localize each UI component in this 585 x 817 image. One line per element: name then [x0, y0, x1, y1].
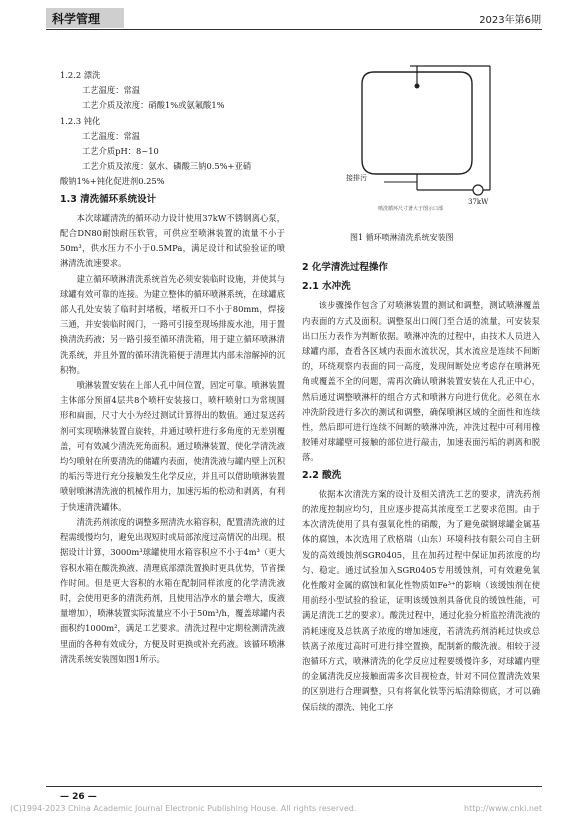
text-paragraph: 清洗药剂浓度的调整多照清洗水箱容积，配置清洗液的过程需缓慢均匀，避免出现短时或局部浓度过高情况的出现。根据设计计算，3000m³球罐使用水箱容积应不小于4m³（更大容积水箱在酸洗换液、清理底部漂洗置换时更具优势，节省操作时间。但是更大容积的水箱在配制同样浓度的化学清洗液时，会使用更多的清洗药剂，且使用洁净水的量会增大，废液量增加），喷淋装置实际流量应不小于50m³/h，覆盖球罐内表面积约1000m²，满足工艺要求。清洗过程中定期检测清洗液里面的各种有效成分，方便及时更换或补充药液。该循环喷淋清洗系统安装图如图1所示。	[60, 516, 285, 664]
text-paragraph: 1.2.2 漂洗	[60, 70, 101, 80]
footer-rule	[46, 786, 542, 787]
text-paragraph: 1.2.3 钝化	[60, 115, 101, 126]
source-url: http://www.cnki.net	[464, 804, 542, 813]
pump-icon	[473, 185, 483, 195]
figure-1	[340, 62, 508, 212]
text-paragraph: 本次球罐清洗的循环动力设计使用37kW不锈钢离心泵，配合DN80耐蚀耐压软管，可供应至喷淋装置的流量不小于50m³，供水压力不小于0.5MPa，满足设计和试验验证的喷淋清洗流速要求。	[60, 212, 285, 269]
inner-caption: 喷洗循环尺寸著大于图示口部	[378, 206, 444, 212]
text-paragraph: 依据本次清洗方案的设计及相关清洗工艺的要求，清洗药剂的浓度控制应均匀，且应逐步提高其浓度至工艺要求范围。由于本次清洗使用了具有强氧化性的硝酸，为了避免碳钢球罐金属基体的腐蚀，本次选用了欣格瑞（山东）环境科技有限公司自主研发的高效缓蚀剂SGR0405，且在加药过程中保证加药浓度的均匀、稳定。通过试验加入SGR0405专用缓蚀剂，可有效避免氧化性酸对金属的腐蚀和氧化性物质如Fe³⁺的影响（该缓蚀剂在使用前经小型试验的验证，证明该缓蚀剂具备优良的缓蚀性能，可满足清洗工艺的要求）。酸洗过程中，通过化验分析监控清洗液的消耗速度及总铁离子浓度的增加速度，若清洗药剂消耗过快或总铁离子浓度过高时可进行排空置换，配制新的酸洗液。相较于浸泡循环方式，喷淋清洗的化学反应过程要缓慢许多，对球罐内壁的金属清洗反应接触面需多次目视检查，针对不同位置清洗效果的区别进行合理调整，只有将氧化铁等污垢清除彻底，才可以确保后续的漂洗、钝化工序	[302, 488, 540, 712]
inlet-label: 接排污	[346, 174, 367, 182]
issue-label: 2023年第6期	[479, 15, 541, 26]
journal-title: 科学管理	[52, 12, 101, 26]
section-heading: 1.3 清洗循环系统设计	[60, 193, 157, 205]
copyright-text: (C)1994-2023 China Academic Journal Electronic Publishing House. All rights reserved.	[10, 804, 357, 813]
section-heading: 2.2 酸洗	[302, 469, 342, 481]
text-paragraph: 喷淋装置安装在上部人孔中间位置，固定可靠。喷淋装置主体部分预留4层共8个喷杆安装接口，喷杆喷射口为常规圆形和扁面，尺寸大小为经过测试计算得出的数值。通过泵送药剂可实现喷淋装置自旋转，并通过喷杆进行多角度的无差别覆盖，可有效减少清洗死角面积。通过喷淋装置，使化学清洗液均匀喷射在所要清洗的储罐内表面，使清洗液与罐内壁上沉积的垢污等进行充分接触发生化学反应，并且可以借助喷淋装置喷射喷淋清洗液的机械作用力，加速污垢的松动和剥离，有利于快速清洗罐体。	[60, 380, 285, 512]
text-paragraph: 该步骤操作包含了对喷淋装置的测试和调整，测试喷淋覆盖内表面的方式及面积。调整泵出口阀门至合适的流量，可安装泵出口压力表作为判断依据。喷淋冲洗的过程中，由技术人员进入球罐内部，查看各区域内表面水流状况，其水流应是连续不间断的，环绕观察内表面的同一高度，发现间断处应考虑存在喷淋死角或覆盖不全的问题，需再次确认喷淋装置安装在人孔正中心，然后通过调整喷淋杆的组合方式和喷淋方向进行优化。必须在水冲洗阶段进行多次的测试和调整，确保喷淋区域的全面性和连续性，然后即可进行连续不间断的喷淋冲洗，冲洗过程中可利用橡胶锤对球罐壁可接触的部位进行敲击，加速表面污垢的剥离和脱落。	[302, 300, 540, 463]
spray-head	[415, 84, 420, 89]
tank-diagram	[340, 62, 508, 212]
header-rule	[46, 29, 542, 30]
text-paragraph: 工艺温度：常温	[82, 85, 141, 96]
text-paragraph: 工艺介质及浓度：硝酸1%或氨氟酸1%	[82, 100, 225, 111]
text-paragraph: 酸钠1%+钝化促进剂0.25%	[60, 176, 165, 187]
right-column	[302, 258, 540, 715]
section-heading: 2 化学清洗过程操作	[302, 262, 388, 273]
text-paragraph: 建立循环喷淋清洗系统首先必须安装临时设施，并使其与球罐有效可靠的连接。为建立整体的循环喷淋系统，在球罐底部人孔处安装了临时封堵板，堵板开口不小于80mm，焊接三通，并安装临时阀门，一路可引接至现场排废水池，用于置换清洗药液；另一路引接至循环清洗箱，用于建立循环喷淋清洗系统，并且外置的循环清洗箱便于清理其内部未溶解掉的沉积物。	[60, 273, 285, 375]
figure-caption: 图1 循环喷淋清洗系统安装图	[350, 233, 454, 242]
pump-label: 37kW	[468, 198, 489, 206]
page-number: — 26 —	[60, 792, 97, 802]
section-heading: 2.1 水冲洗	[302, 281, 351, 293]
text-paragraph: 工艺温度：常温	[82, 130, 141, 141]
page-header	[0, 0, 585, 28]
copyright-line	[10, 804, 580, 813]
text-paragraph: 工艺介质pH：8~10	[82, 146, 159, 157]
text-paragraph: 工艺介质及浓度：氨水、磷酸三钠0.5%+亚硝	[82, 161, 252, 172]
left-column	[60, 68, 285, 667]
